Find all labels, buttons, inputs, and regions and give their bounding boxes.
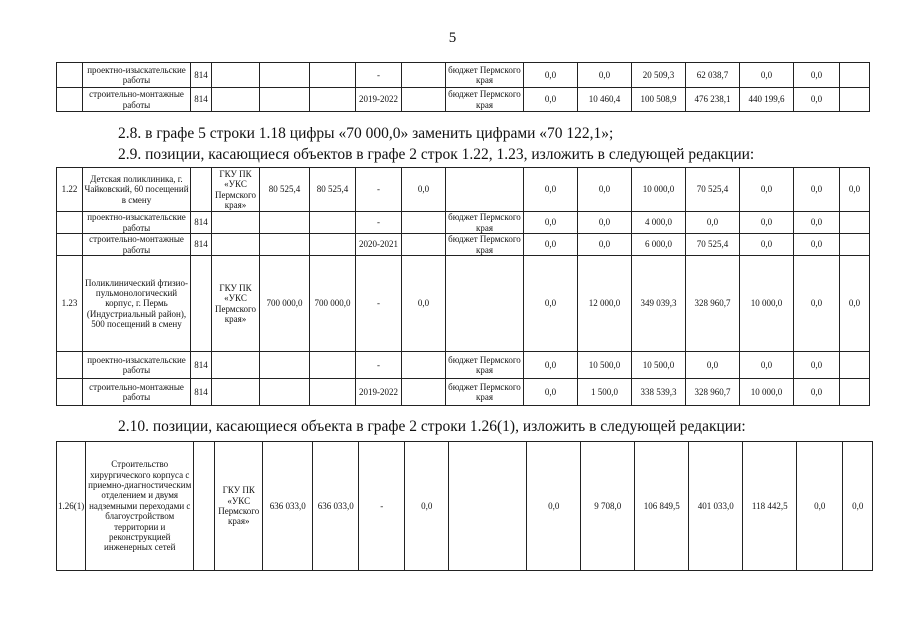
cell-col8: 0,0 xyxy=(402,168,446,212)
page-number: 5 xyxy=(448,30,457,46)
cell-year1: 0,0 xyxy=(524,379,578,406)
table-row xyxy=(57,379,870,406)
cell-col8: 0,0 xyxy=(402,256,446,352)
cell-year4: 62 038,7 xyxy=(686,63,740,88)
table-row xyxy=(57,442,873,571)
cell-limit-cost xyxy=(310,379,356,406)
cell-estimate-cost: 636 033,0 xyxy=(263,442,313,571)
cell-year4: 70 525,4 xyxy=(686,234,740,256)
cell-year4: 70 525,4 xyxy=(686,168,740,212)
cell-funding-source: бюджет Пермского края xyxy=(446,379,524,406)
cell-limit-cost: 636 033,0 xyxy=(313,442,359,571)
cell-customer: ГКУ ПК «УКС Пермского края» xyxy=(212,168,260,212)
cell-year4: 0,0 xyxy=(686,212,740,234)
cell-year6: 0,0 xyxy=(794,379,840,406)
cell-code xyxy=(191,256,212,352)
cell-year7: 0,0 xyxy=(840,168,870,212)
cell-year5: 10 000,0 xyxy=(740,256,794,352)
cell-year6: 0,0 xyxy=(794,63,840,88)
cell-code xyxy=(194,442,215,571)
cell-customer xyxy=(212,212,260,234)
cell-object-name: Поликлинический фтизио-пульмонологический корпус, г. Пермь (Индустриальный район), 500 посещений в смену xyxy=(83,256,191,352)
cell-code: 814 xyxy=(191,88,212,112)
cell-customer: ГКУ ПК «УКС Пермского края» xyxy=(215,442,263,571)
cell-year4: 401 033,0 xyxy=(689,442,743,571)
cell-object-name: проектно-изыскательские работы xyxy=(83,212,191,234)
table-row xyxy=(57,88,870,112)
cell-year3: 106 849,5 xyxy=(635,442,689,571)
cell-row-number xyxy=(57,234,83,256)
cell-funding-source: бюджет Пермского края xyxy=(446,88,524,112)
cell-period: 2019-2022 xyxy=(356,379,402,406)
cell-object-name: строительно-монтажные работы xyxy=(83,234,191,256)
cell-year5: 0,0 xyxy=(740,352,794,379)
cell-code: 814 xyxy=(191,379,212,406)
cell-year3: 338 539,3 xyxy=(632,379,686,406)
cell-year5: 10 000,0 xyxy=(740,379,794,406)
cell-year4: 328 960,7 xyxy=(686,379,740,406)
cell-year1: 0,0 xyxy=(524,256,578,352)
cell-period: - xyxy=(356,63,402,88)
cell-year5: 0,0 xyxy=(740,234,794,256)
cell-funding-source: бюджет Пермского края xyxy=(446,212,524,234)
budget-table-top xyxy=(56,62,870,112)
cell-estimate-cost: 700 000,0 xyxy=(260,256,310,352)
cell-year6: 0,0 xyxy=(794,256,840,352)
cell-year7 xyxy=(840,63,870,88)
cell-limit-cost xyxy=(310,63,356,88)
cell-period: - xyxy=(359,442,405,571)
cell-col8: 0,0 xyxy=(405,442,449,571)
cell-year6: 0,0 xyxy=(794,212,840,234)
cell-period: - xyxy=(356,168,402,212)
cell-limit-cost xyxy=(310,212,356,234)
cell-funding-source xyxy=(446,168,524,212)
cell-year7 xyxy=(840,379,870,406)
cell-customer xyxy=(212,352,260,379)
cell-code: 814 xyxy=(191,63,212,88)
cell-object-name: проектно-изыскательские работы xyxy=(83,352,191,379)
cell-year7: 0,0 xyxy=(840,256,870,352)
table-row xyxy=(57,212,870,234)
cell-year7 xyxy=(840,234,870,256)
cell-col8 xyxy=(402,352,446,379)
cell-object-name: Строительство хирургического корпуса с приемно-диагностическим отделением и двумя надземными переходами с благоустройством территории и реконструкцией инженерных сетей xyxy=(86,442,194,571)
cell-limit-cost xyxy=(310,88,356,112)
cell-year6: 0,0 xyxy=(794,234,840,256)
cell-customer: ГКУ ПК «УКС Пермского края» xyxy=(212,256,260,352)
cell-year4: 328 960,7 xyxy=(686,256,740,352)
cell-funding-source xyxy=(449,442,527,571)
cell-year2: 0,0 xyxy=(578,212,632,234)
table-row xyxy=(57,234,870,256)
cell-row-number xyxy=(57,63,83,88)
cell-year7 xyxy=(840,88,870,112)
budget-table-surgical xyxy=(56,441,873,571)
cell-code: 814 xyxy=(191,352,212,379)
cell-year2: 1 500,0 xyxy=(578,379,632,406)
cell-estimate-cost xyxy=(260,63,310,88)
cell-row-number xyxy=(57,88,83,112)
cell-year6: 0,0 xyxy=(797,442,843,571)
cell-col8 xyxy=(402,212,446,234)
cell-col8 xyxy=(402,88,446,112)
cell-year2: 9 708,0 xyxy=(581,442,635,571)
cell-row-number xyxy=(57,212,83,234)
cell-year6: 0,0 xyxy=(794,352,840,379)
cell-object-name: строительно-монтажные работы xyxy=(83,88,191,112)
cell-object-name: Детская поликлиника, г. Чайковский, 60 посещений в смену xyxy=(83,168,191,212)
cell-year2: 0,0 xyxy=(578,168,632,212)
cell-limit-cost xyxy=(310,234,356,256)
cell-funding-source xyxy=(446,256,524,352)
cell-row-number: 1.22 xyxy=(57,168,83,212)
cell-object-name: строительно-монтажные работы xyxy=(83,379,191,406)
table-row xyxy=(57,168,870,212)
cell-year1: 0,0 xyxy=(524,168,578,212)
cell-funding-source: бюджет Пермского края xyxy=(446,234,524,256)
cell-year5: 0,0 xyxy=(740,212,794,234)
cell-year3: 10 000,0 xyxy=(632,168,686,212)
cell-customer xyxy=(212,88,260,112)
cell-limit-cost xyxy=(310,352,356,379)
cell-year4: 476 238,1 xyxy=(686,88,740,112)
cell-estimate-cost xyxy=(260,212,310,234)
cell-code: 814 xyxy=(191,234,212,256)
paragraph-2-9: 2.9. позиции, касающиеся объектов в графе 2 строк 1.22, 1.23, изложить в следующей редакции: xyxy=(118,146,755,163)
cell-year6: 0,0 xyxy=(794,88,840,112)
cell-col8 xyxy=(402,63,446,88)
cell-year1: 0,0 xyxy=(524,212,578,234)
paragraph-2-10: 2.10. позиции, касающиеся объекта в графе 2 строки 1.26(1), изложить в следующей редакции: xyxy=(118,418,746,435)
cell-period: - xyxy=(356,212,402,234)
budget-table-objects xyxy=(56,167,870,406)
cell-funding-source: бюджет Пермского края xyxy=(446,63,524,88)
cell-row-number xyxy=(57,379,83,406)
cell-code: 814 xyxy=(191,212,212,234)
cell-year5: 118 442,5 xyxy=(743,442,797,571)
cell-year3: 10 500,0 xyxy=(632,352,686,379)
cell-year3: 4 000,0 xyxy=(632,212,686,234)
cell-year1: 0,0 xyxy=(524,234,578,256)
cell-year5: 440 199,6 xyxy=(740,88,794,112)
cell-row-number xyxy=(57,352,83,379)
cell-year1: 0,0 xyxy=(524,352,578,379)
cell-limit-cost: 80 525,4 xyxy=(310,168,356,212)
cell-year3: 349 039,3 xyxy=(632,256,686,352)
cell-estimate-cost xyxy=(260,352,310,379)
cell-row-number: 1.23 xyxy=(57,256,83,352)
cell-year2: 10 500,0 xyxy=(578,352,632,379)
cell-estimate-cost xyxy=(260,379,310,406)
table-row xyxy=(57,63,870,88)
cell-object-name: проектно-изыскательские работы xyxy=(83,63,191,88)
table-row xyxy=(57,256,870,352)
cell-year3: 100 508,9 xyxy=(632,88,686,112)
cell-period: 2020-2021 xyxy=(356,234,402,256)
cell-year7 xyxy=(840,212,870,234)
cell-customer xyxy=(212,379,260,406)
cell-year2: 10 460,4 xyxy=(578,88,632,112)
cell-col8 xyxy=(402,379,446,406)
cell-period: - xyxy=(356,352,402,379)
cell-year5: 0,0 xyxy=(740,168,794,212)
cell-year6: 0,0 xyxy=(794,168,840,212)
cell-year2: 0,0 xyxy=(578,63,632,88)
cell-year1: 0,0 xyxy=(524,88,578,112)
cell-code xyxy=(191,168,212,212)
cell-year5: 0,0 xyxy=(740,63,794,88)
paragraph-2-8: 2.8. в графе 5 строки 1.18 цифры «70 000,0» заменить цифрами «70 122,1»; xyxy=(118,125,614,142)
cell-period: - xyxy=(356,256,402,352)
cell-year1: 0,0 xyxy=(527,442,581,571)
cell-col8 xyxy=(402,234,446,256)
cell-customer xyxy=(212,63,260,88)
table-row xyxy=(57,352,870,379)
cell-year3: 6 000,0 xyxy=(632,234,686,256)
cell-row-number: 1.26(1) xyxy=(57,442,86,571)
cell-estimate-cost xyxy=(260,234,310,256)
cell-year2: 12 000,0 xyxy=(578,256,632,352)
cell-estimate-cost xyxy=(260,88,310,112)
cell-period: 2019-2022 xyxy=(356,88,402,112)
cell-customer xyxy=(212,234,260,256)
cell-year7 xyxy=(840,352,870,379)
cell-year3: 20 509,3 xyxy=(632,63,686,88)
cell-year7: 0,0 xyxy=(843,442,873,571)
cell-funding-source: бюджет Пермского края xyxy=(446,352,524,379)
cell-limit-cost: 700 000,0 xyxy=(310,256,356,352)
cell-estimate-cost: 80 525,4 xyxy=(260,168,310,212)
cell-year2: 0,0 xyxy=(578,234,632,256)
cell-year1: 0,0 xyxy=(524,63,578,88)
cell-year4: 0,0 xyxy=(686,352,740,379)
